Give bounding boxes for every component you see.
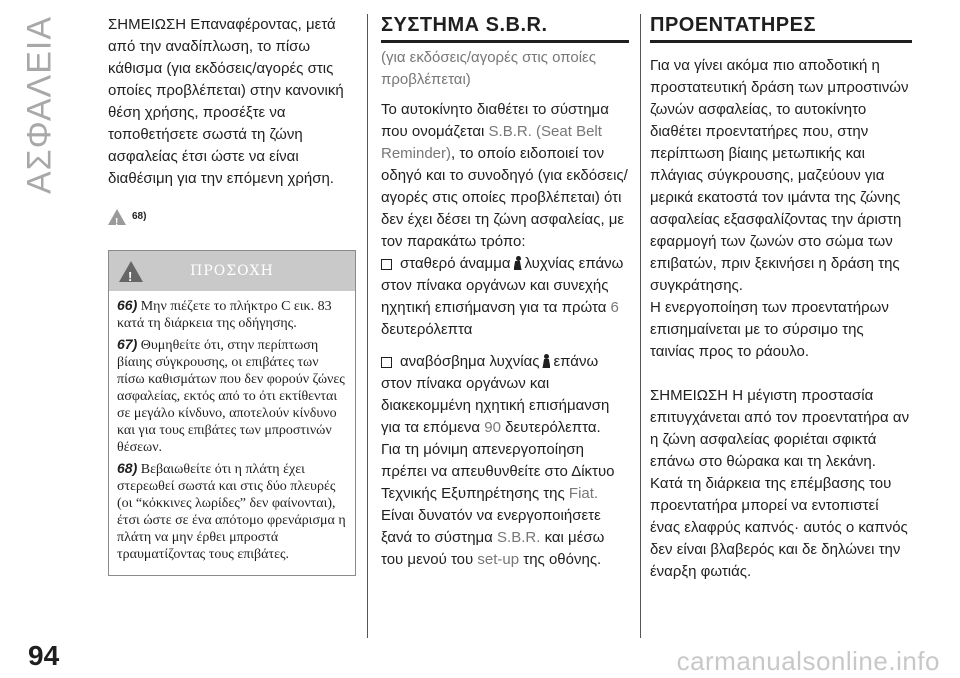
sbr-paragraph-3: Είναι δυνατόν να ενεργοποιήσετε ξανά το σύστημα S.B.R. και μέσω του μενού του set-up της οθόνης. bbox=[381, 507, 605, 568]
warning-header bbox=[109, 251, 355, 291]
bullet-square-icon bbox=[381, 357, 392, 368]
seatbelt-warning-icon bbox=[541, 354, 551, 368]
warning-triangle-icon bbox=[108, 209, 126, 225]
bullet-square-icon bbox=[381, 259, 392, 270]
pretensioner-paragraph-1: Για να γίνει ακόμα πιο αποδοτική η προστατευτική δράση των μπροστινών ζωνών ασφαλείας, το αυτοκίνητο διαθέτει προεντατήρες που, στην περίπτωση βίαιης μετωπικής και πλάγιας σύγκρουσης, μαζεύουν για μερικά εκατοστά τον ιμάντα της ζώνης ασφαλείας εξασφαλίζοντας την άριστη εφαρμογή των ζωνών στο σώμα των επιβατών, πριν ξεκινήσει η δράση της συγκράτησης. bbox=[650, 57, 909, 294]
warning-item: 66) Μην πιέζετε το πλήκτρο C εικ. 83 κατά τη διάρκεια της οδήγησης. bbox=[117, 297, 332, 331]
sbr-bullet-2: αναβόσβημα λυχνίας επάνω στον πίνακα οργάνων και διακεκομμένη ηχητική επισήμανση για τα επόμενα 90 δευτερόλεπτα. bbox=[381, 353, 610, 436]
column-1 bbox=[108, 14, 356, 576]
warning-box bbox=[108, 250, 356, 576]
column-2 bbox=[381, 14, 629, 571]
section-subtitle: (για εκδόσεις/αγορές στις οποίες προβλέπεται) bbox=[381, 49, 596, 88]
column-3 bbox=[650, 14, 912, 583]
warning-reference: ! 68) bbox=[108, 206, 356, 228]
note-paragraph: ΣΗΜΕΙΩΣΗ Επαναφέροντας, μετά από την αναδίπλωση, το πίσω κάθισμα (για εκδόσεις/αγορές στις οποίες προβλέπεται) στην κανονική θέση χρήσης, προσέξτε να τοποθετήσετε σωστά τη ζώνη ασφαλείας έτσι ώστε να είναι διαθέσιμη για την επόμενη χρήση. bbox=[108, 16, 344, 187]
column-divider-2 bbox=[640, 14, 641, 638]
sbr-paragraph-2: Για τη μόνιμη απενεργοποίηση πρέπει να απευθυνθείτε στο Δίκτυο Τεχνικής Εξυπηρέτησης της Fiat. bbox=[381, 441, 615, 502]
pretensioner-paragraph-4: Κατά τη διάρκεια της επέμβασης του προεντατήρα μπορεί να εντοπιστεί ένας ελαφρύς καπνός· αυτός ο καπνός δεν είναι βλαβερός και δε δηλώνει την έναρξη φωτιάς. bbox=[650, 475, 908, 580]
sbr-bullet-1: σταθερό άναμμα λυχνίας επάνω στον πίνακα οργάνων και συνεχής ηχητική επισήμανση για τα πρώτα 6 δευτερόλεπτα bbox=[381, 255, 624, 338]
watermark: carmanualsonline.info bbox=[676, 646, 940, 676]
seatbelt-warning-icon bbox=[513, 256, 523, 270]
warning-title: ΠΡΟΣΟΧΗ bbox=[190, 263, 274, 279]
section-heading-pretensioners: ΠΡΟΕΝΤΑΤΗΡΕΣ bbox=[650, 14, 912, 43]
warning-item: 68) Βεβαιωθείτε ότι η πλάτη έχει στερεωθεί σωστά και στις δύο πλευρές (οι “κόκκινες λωρίδες” δεν φαίνονται), έτσι ώστε σε ένα απότομο φρενάρισμα η πλάτη να μην έρθει μπροστά τραυματίζοντας τους επιβάτες. bbox=[117, 460, 346, 562]
pretensioner-note: ΣΗΜΕΙΩΣΗ Η μέγιστη προστασία επιτυγχάνεται από τον προεντατήρα αν η ζώνη ασφαλείας φοριέται σφικτά επάνω στο θώρακα και τη λεκάνη. bbox=[650, 387, 910, 470]
pretensioner-paragraph-2: Η ενεργοποίηση των προεντατήρων επισημαίνεται με το σύρσιμο της ταινίας προς το ράουλο. bbox=[650, 299, 889, 360]
warning-item: 67) Θυμηθείτε ότι, στην περίπτωση βίαιης σύγκρουσης, οι επιβάτες των πίσω καθισμάτων που δεν φορούν ζώνες ασφαλείας, εκτός από το ότι εκτίθενται σε μεγάλο κίνδυνο, αποτελούν κίνδυνο και για τους επιβάτες των μπροστινών θέσεων. bbox=[117, 336, 345, 455]
column-divider-1 bbox=[367, 14, 368, 638]
section-heading-sbr: ΣΥΣΤΗΜΑ S.B.R. bbox=[381, 14, 629, 43]
page-number: 94 bbox=[28, 640, 60, 671]
sbr-paragraph-1: Το αυτοκίνητο διαθέτει το σύστημα που ονομάζεται S.B.R. (Seat Belt Reminder), το οποίο ειδοποιεί τον οδηγό και το συνοδηγό (για εκδόσεις/αγορές στις οποίες προβλέπεται) ότι δεν έχει δέσει τη ζώνη ασφαλείας, με τον παρακάτω τρόπο: bbox=[381, 101, 628, 250]
section-side-label: ΑΣΦΑΛΕΙΑ bbox=[20, 15, 59, 195]
warning-body bbox=[109, 291, 355, 575]
